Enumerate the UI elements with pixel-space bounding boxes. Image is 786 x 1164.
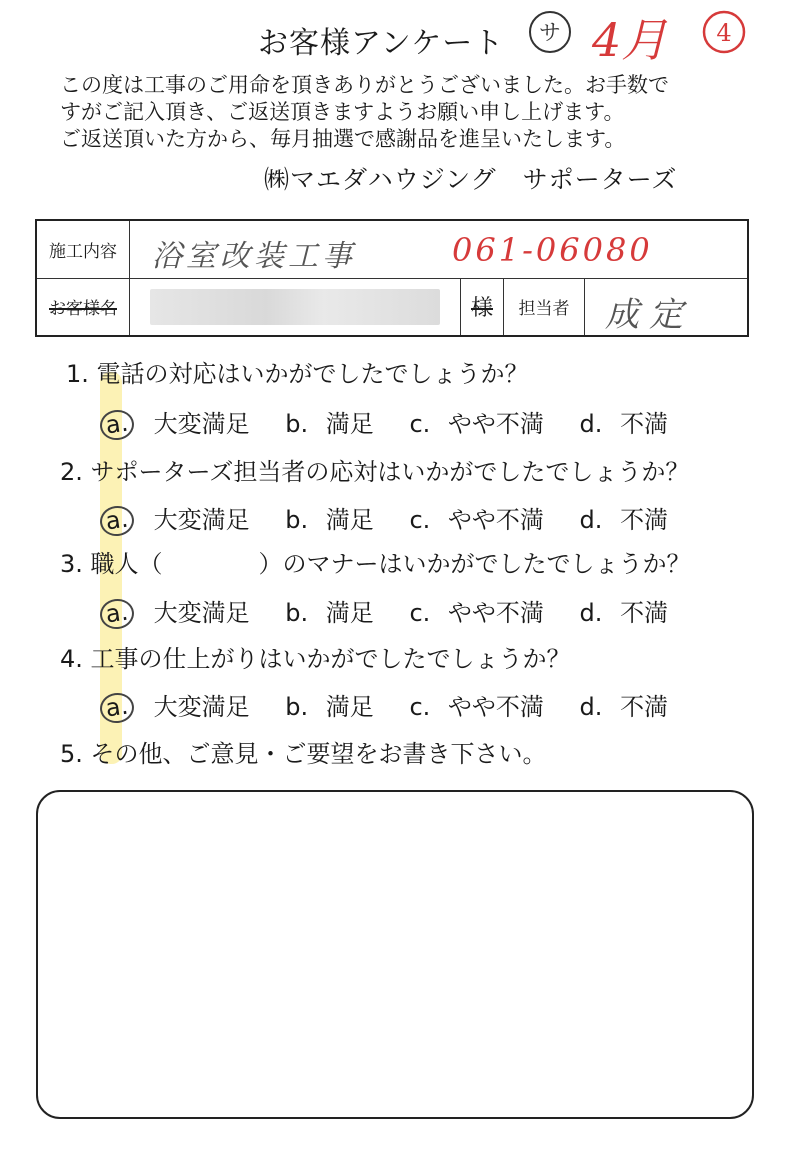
company-name: ㈱マエダハウジング サポーターズ <box>264 165 678 194</box>
option-a-selected[interactable]: a. <box>98 408 136 442</box>
work-value-cell <box>130 220 749 278</box>
answer-options-1: a. 大変満足 b. 満足 c. やや不満 d. 不満 <box>100 404 668 440</box>
handwritten-number: 4 <box>716 19 732 47</box>
staff-label: 担当者 <box>504 278 585 336</box>
option-b[interactable]: b. <box>285 506 309 534</box>
staff-value-cell <box>585 278 749 336</box>
option-a-selected[interactable]: a. <box>98 691 136 725</box>
question-3: 3. 職人（ ）のマナーはいかがでしたでしょうか？ <box>60 550 691 578</box>
option-b[interactable]: b. <box>285 410 309 438</box>
redacted-customer-name <box>150 289 440 325</box>
option-c[interactable]: c. <box>409 410 431 438</box>
option-d[interactable]: d. <box>579 599 603 627</box>
question-4: 4. 工事の仕上がりはいかがでしたでしょうか？ <box>60 645 571 673</box>
option-d[interactable]: d. <box>579 506 603 534</box>
answer-options-4: a. 大変満足 b. 満足 c. やや不満 d. 不満 <box>100 687 668 723</box>
option-d[interactable]: d. <box>579 410 603 438</box>
comment-box[interactable] <box>36 790 754 1119</box>
option-c[interactable]: c. <box>409 599 431 627</box>
work-value: 浴室改装工事 <box>152 239 356 274</box>
handwritten-sa-mark: サ <box>538 21 562 46</box>
question-1: 1. 電話の対応はいかがでしたでしょうか？ <box>66 360 529 388</box>
option-b[interactable]: b. <box>285 693 309 721</box>
option-a-selected[interactable]: a. <box>98 504 136 538</box>
question-2: 2. サポーターズ担当者の応対はいかがでしたでしょうか？ <box>60 458 690 486</box>
answer-options-3: a. 大変満足 b. 満足 c. やや不満 d. 不満 <box>100 593 668 629</box>
work-code: 061-06080 <box>452 231 653 269</box>
answer-options-2: a. 大変満足 b. 満足 c. やや不満 d. 不満 <box>100 500 668 536</box>
option-b[interactable]: b. <box>285 599 309 627</box>
intro-line-2: すがご記入頂き、ご返送頂きますようお願い申し上げます。 <box>60 100 625 124</box>
honorific: 様 <box>461 278 504 336</box>
question-5: 5. その他、ご意見・ご要望をお書き下さい。 <box>60 740 547 768</box>
staff-value: 成定 <box>605 294 693 335</box>
option-a-selected[interactable]: a. <box>98 597 136 631</box>
survey-title: お客様アンケート <box>258 26 505 61</box>
customer-label: お客様名 <box>36 278 130 336</box>
handwritten-header-marks <box>526 2 776 72</box>
handwritten-month: 4月 <box>592 13 668 67</box>
option-c[interactable]: c. <box>409 506 431 534</box>
customer-name-cell <box>130 278 461 336</box>
intro-line-3: ご返送頂いた方から、毎月抽選で感謝品を進呈いたします。 <box>60 127 626 151</box>
option-c[interactable]: c. <box>409 693 431 721</box>
option-d[interactable]: d. <box>579 693 603 721</box>
intro-line-1: この度は工事のご用命を頂きありがとうございました。お手数で <box>60 73 669 97</box>
info-table <box>35 219 749 337</box>
intro-text <box>60 72 669 153</box>
work-label: 施工内容 <box>36 220 130 278</box>
